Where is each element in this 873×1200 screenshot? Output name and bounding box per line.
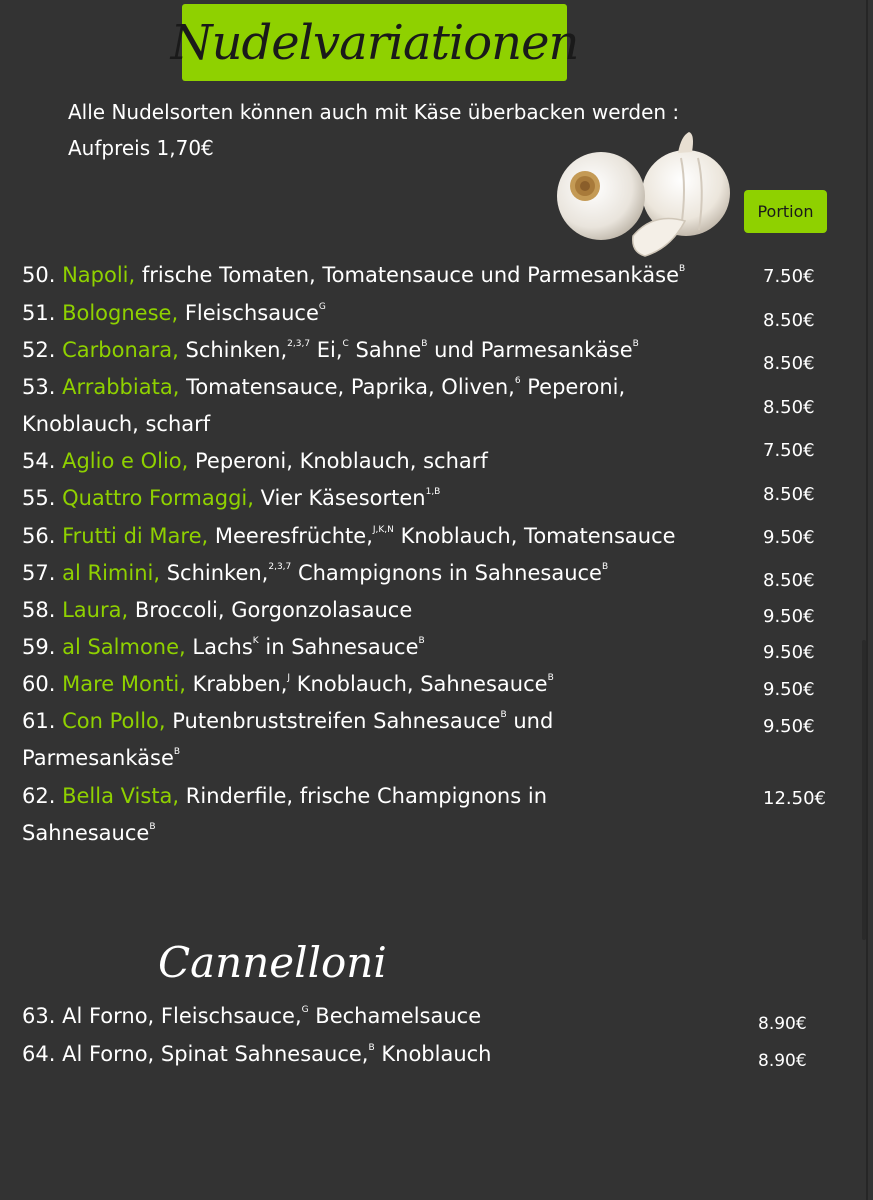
item-name: Arrabbiata, [62, 375, 180, 399]
item-name: Aglio e Olio, [62, 449, 189, 473]
intro-line-2: Aufpreis 1,70€ [68, 136, 214, 160]
item-number: 61. [22, 709, 56, 733]
allergen-code: G [318, 302, 326, 312]
item-name: Bolognese, [62, 301, 179, 325]
menu-item-61 [22, 709, 553, 733]
item-description: Sahne [355, 338, 422, 362]
item-description: Peperoni, [527, 375, 626, 399]
item-number: 58. [22, 598, 56, 622]
section-title-cannelloni: Cannelloni [158, 938, 387, 987]
allergen-code: B [368, 1043, 375, 1053]
item-number: 52. [22, 338, 56, 362]
garlic-image [553, 128, 738, 263]
allergen-code: B [418, 636, 425, 646]
menu-item-62 [22, 784, 547, 808]
menu-item-63 [22, 1004, 481, 1028]
item-name: Quattro Formaggi, [62, 486, 254, 510]
title-banner [170, 4, 579, 81]
item-price: 9.50€ [763, 606, 815, 627]
item-number: 57. [22, 561, 56, 585]
portion-badge: Portion [744, 190, 827, 233]
allergen-code: J [287, 673, 291, 683]
menu-item-58 [22, 598, 412, 622]
allergen-code: B [421, 339, 428, 349]
item-description: Parmesankäse [22, 746, 174, 770]
right-edge-line [866, 0, 868, 1200]
item-name: Bella Vista, [62, 784, 180, 808]
item-number: 50. [22, 263, 56, 287]
menu-item-51 [22, 301, 326, 325]
item-name: al Rimini, [62, 561, 161, 585]
item-description: Broccoli, Gorgonzolasauce [134, 598, 413, 622]
item-name: Napoli, [62, 263, 136, 287]
item-price: 12.50€ [763, 788, 826, 809]
menu-item-53 [22, 375, 625, 399]
item-number: 62. [22, 784, 56, 808]
item-price: 9.50€ [763, 679, 815, 700]
allergen-code: B [601, 562, 609, 572]
item-description: Lachs [192, 635, 253, 659]
item-price: 7.50€ [763, 440, 815, 461]
allergen-code: 6 [514, 376, 521, 386]
item-price: 8.50€ [763, 484, 815, 505]
item-description: und Parmesankäse [434, 338, 633, 362]
item-number: 51. [22, 301, 56, 325]
item-description: Schinken, [185, 338, 288, 362]
item-description: Knoblauch, Sahnesauce [296, 672, 548, 696]
item-description: Krabben, [192, 672, 288, 696]
allergen-code: 1,B [425, 487, 441, 497]
item-description: Ei, [316, 338, 343, 362]
item-description: Bechamelsauce [315, 1004, 482, 1028]
item-price: 9.50€ [763, 642, 815, 663]
item-description: Knoblauch [381, 1042, 492, 1066]
menu-item-59 [22, 635, 425, 659]
menu-item-60 [22, 672, 554, 696]
allergen-code: K [252, 636, 259, 646]
item-name: Frutti di Mare, [62, 524, 209, 548]
allergen-code: B [547, 673, 554, 683]
allergen-code: 2,3,7 [268, 562, 292, 572]
menu-item-50 [22, 263, 685, 287]
item-price: 8.90€ [758, 1051, 807, 1071]
item-description: Schinken, [166, 561, 269, 585]
item-number: 60. [22, 672, 56, 696]
item-name: Mare Monti, [62, 672, 186, 696]
item-price: 9.50€ [763, 527, 815, 548]
item-number: 54. [22, 449, 56, 473]
menu-item-56 [22, 524, 676, 548]
item-description: Fleischsauce [184, 301, 319, 325]
item-description: Rinderfile, frische Champignons in [185, 784, 548, 808]
allergen-code: 2,3,7 [287, 339, 311, 349]
item-price: 8.50€ [763, 310, 815, 331]
item-price: 7.50€ [763, 266, 815, 287]
intro-line-1: Alle Nudelsorten können auch mit Käse überbacken werden : [68, 100, 680, 124]
menu-item-54 [22, 449, 488, 473]
item-price: 8.50€ [763, 397, 815, 418]
item-description: Peperoni, Knoblauch, scharf [195, 449, 488, 473]
item-price: 8.90€ [758, 1014, 807, 1034]
menu-item-62-continued [22, 821, 156, 845]
item-number: 55. [22, 486, 56, 510]
item-name: Laura, [62, 598, 129, 622]
allergen-code: C [342, 339, 349, 349]
menu-item-52 [22, 338, 639, 362]
item-price: 8.50€ [763, 353, 815, 374]
allergen-code: G [301, 1005, 309, 1015]
item-name: al Salmone, [62, 635, 186, 659]
item-price: 9.50€ [763, 716, 815, 737]
allergen-code: B [632, 339, 639, 349]
item-description: Vier Käsesorten [260, 486, 426, 510]
scrollbar-thumb[interactable] [862, 640, 866, 940]
allergen-code: B [500, 710, 507, 720]
item-number: 53. [22, 375, 56, 399]
item-description: in Sahnesauce [265, 635, 419, 659]
allergen-code: B [173, 747, 181, 757]
item-description: 63. Al Forno, Fleischsauce, [22, 1004, 302, 1028]
item-price: 8.50€ [763, 570, 815, 591]
page-title: Nudelvariationen [170, 14, 579, 71]
item-name: Con Pollo, [62, 709, 166, 733]
item-description: Knoblauch, Tomatensauce [400, 524, 676, 548]
item-description: Putenbruststreifen Sahnesauce [172, 709, 501, 733]
menu-item-61-continued [22, 746, 180, 770]
menu-item-55 [22, 486, 440, 510]
allergen-code: J,K,N [372, 525, 394, 535]
item-description: frische Tomaten, Tomatensauce und Parmesankäse [141, 263, 680, 287]
item-name: Carbonara, [62, 338, 179, 362]
menu-item-64 [22, 1042, 492, 1066]
menu-item-53-continued: Knoblauch, scharf [22, 412, 211, 436]
item-description: 64. Al Forno, Spinat Sahnesauce, [22, 1042, 369, 1066]
item-description: und [513, 709, 554, 733]
allergen-code: B [149, 822, 156, 832]
menu-item-57 [22, 561, 608, 585]
item-description: Champignons in Sahnesauce [297, 561, 602, 585]
item-description: Sahnesauce [22, 821, 150, 845]
item-description: Tomatensauce, Paprika, Oliven, [186, 375, 515, 399]
item-number: 59. [22, 635, 56, 659]
item-description: Meeresfrüchte, [214, 524, 373, 548]
item-number: 56. [22, 524, 56, 548]
allergen-code: B [679, 264, 686, 274]
